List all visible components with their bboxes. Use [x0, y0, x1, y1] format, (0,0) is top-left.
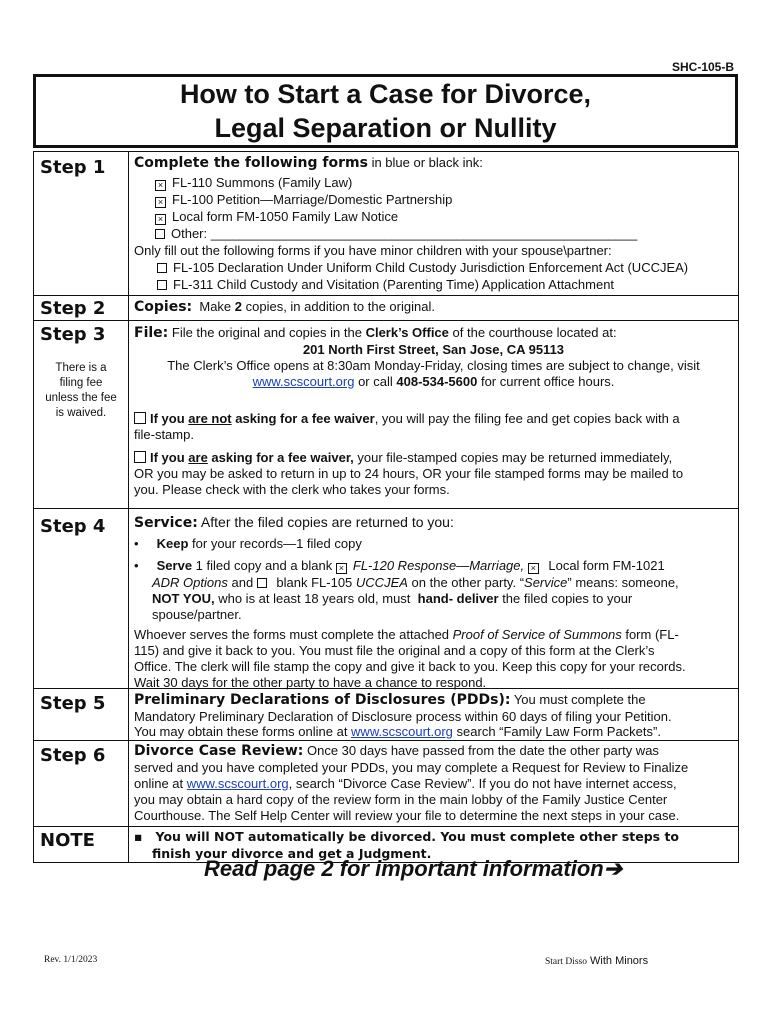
step2-heading: Copies: [134, 299, 193, 315]
call-text: or call [354, 374, 397, 389]
review-website-link[interactable]: www.scscourt.org [186, 776, 289, 791]
waiver-c: asking for a fee waiver, [207, 450, 354, 465]
form-fl311: FL-311 Child Custody and Visitation (Parenting Time) Application Attachment [173, 277, 615, 292]
copy-count: 2 [234, 299, 242, 314]
step1-heading: Complete the following forms [134, 155, 368, 171]
step4-row: Step 4 Service: After the filed copies are returned to you: • Keep for your records—1 filed copy • Serve 1 filed copy and a blank × FL-120 Response—Marriage, × Local form FM-1021 ADR Options and blank FL-105 UCCJEA on the other party. “Service” means: someone, NOT YOU, who is at least 18 years old, must hand- deliver the filed copies to your spouse/partner. Whoever serves the forms must complete the attached Proof of Service of Summons form (FL- 115) and give it back to you. You must file the original and a copy of this form at the Clerk’s Office. The clerk will file stamp the copy and give it back to you. Keep this copy for your records. Wait 30 days for the other party to have a chance to respond. [34, 509, 739, 689]
serve-fl105: blank FL-105 [272, 575, 356, 590]
serve-spouse: spouse/partner. [152, 607, 242, 622]
step1-heading-suffix: in blue or black ink: [367, 155, 483, 170]
step3-heading: File: [134, 325, 169, 341]
checkbox-fl120[interactable]: × [336, 563, 347, 574]
read-page2 [204, 856, 622, 882]
step1-label: Step 1 [40, 157, 106, 178]
step5-line2: Mandatory Preliminary Declaration of Disclosure process within 60 days of filing your Petition. [134, 709, 672, 724]
hand-deliver: hand- deliver [417, 591, 499, 606]
form-other: Other: ___________________________________________________________ [171, 226, 638, 241]
no-waiver-a: If you [150, 411, 189, 426]
step6-heading: Divorce Case Review: [134, 743, 304, 759]
form-fm1050: Local form FM-1050 Family Law Notice [172, 209, 399, 224]
note-line1: You will NOT automatically be divorced. You must complete other steps to [155, 829, 680, 844]
fee-note-line4: is waived. [55, 407, 107, 419]
step4-heading-suffix: After the filed copies are returned to you: [197, 514, 454, 530]
step6-line3-b: , search “Divorce Case Review”. If you do not have internet access, [288, 776, 677, 791]
phone-number: 408-534-5600 [396, 374, 478, 389]
form-fl105: FL-105 Declaration Under Uniform Child Custody Jurisdiction Enforcement Act (UCCJEA) [173, 260, 689, 275]
step6-line2: served and you have completed your PDDs, you may complete a Request for Review to Finalize [134, 760, 689, 775]
serve-service: Service [524, 575, 568, 590]
footer-start-disso: Start Disso [545, 957, 587, 967]
steps-table [33, 151, 739, 863]
whoever-b: form (FL- [621, 627, 679, 642]
step5-heading: Preliminary Declarations of Disclosures (PDDs): [134, 692, 511, 708]
pdd-website-link[interactable]: www.scscourt.org [351, 724, 453, 739]
step3-text-c: of the courthouse located at: [448, 325, 617, 340]
office-hours: The Clerk’s Office opens at 8:30am Monday-Friday, closing times are subject to change, visit [167, 358, 700, 373]
minor-note: Only fill out the following forms if you have minor children with your spouse\partner: [134, 243, 612, 258]
form-fl110: FL-110 Summons (Family Law) [172, 175, 353, 190]
step6-label: Step 6 [40, 745, 106, 766]
note-label: NOTE [40, 830, 95, 851]
checkbox-fl105[interactable] [157, 263, 167, 273]
step6-heading-suffix: Once 30 days have passed from the date the other party was [303, 743, 659, 758]
keep-label: Keep [156, 536, 189, 551]
waiver-line2: OR you may be asked to return in up to 24 hours, OR your file stamped forms may be mailed to [134, 466, 684, 481]
step2-text: Make [192, 299, 235, 314]
footer-with-minors: With Minors [586, 955, 649, 967]
serve-adr: ADR Options [152, 575, 228, 590]
serve-age: who is at least 18 years old, must [214, 591, 418, 606]
checkbox-fl110[interactable]: × [155, 180, 166, 191]
serve-other-party: on the other party. “ [407, 575, 525, 590]
checkbox-fl100[interactable]: × [155, 197, 166, 208]
serve-text1: 1 filed copy and a blank [192, 558, 336, 573]
fee-note-line2: filing fee [59, 377, 103, 389]
step3-label: Step 3 [40, 324, 106, 345]
step5-heading-suffix: You must complete the [510, 692, 646, 707]
read-page2-text: Read page 2 for important information [204, 856, 604, 881]
checkbox-other[interactable] [155, 229, 165, 239]
waiver-line3: you. Please check with the clerk who takes your forms. [134, 482, 450, 497]
waiver-a: If you [150, 450, 189, 465]
no-waiver-c: asking for a fee waiver [231, 411, 375, 426]
proof-of-service: Proof of Service of Summons [452, 627, 622, 642]
step5-row [34, 689, 739, 741]
step6-row [34, 741, 739, 827]
page-title-line2: Legal Separation or Nullity [214, 113, 557, 143]
step6-line5: Courthouse. The Self Help Center will review your file to determine the next steps in your case. [134, 808, 680, 823]
revision-date: Rev. 1/1/2023 [44, 955, 98, 965]
checkbox-no-fee-waiver[interactable] [134, 412, 146, 424]
serve-label: Serve [156, 558, 193, 573]
serve-fm1021: Local form FM-1021 [544, 558, 665, 573]
serve-fl120: FL-120 Response—Marriage, [352, 558, 525, 573]
fee-note-line1: There is a [55, 362, 107, 374]
court-website-link[interactable]: www.scscourt.org [252, 374, 355, 389]
form-fl100: FL-100 Petition—Marriage/Domestic Partnership [172, 192, 453, 207]
step5-line3-b: search “Family Law Form Packets”. [452, 724, 661, 739]
step6-line4: you may obtain a hard copy of the review form in the main lobby of the Family Justice Center [134, 792, 668, 807]
step2-label: Step 2 [40, 298, 106, 319]
step3-text-a: File the original and copies in the [168, 325, 366, 340]
note-line2: finish your divorce and get a Judgment. [152, 846, 432, 861]
whoever-line3: Office. The clerk will file stamp the copy and give it back to you. Keep this copy for your records. [134, 659, 686, 674]
wait-30-days: Wait 30 days for the other party to have a chance to respond. [134, 675, 487, 690]
waiver-b: are [188, 450, 208, 465]
whoever-a: Whoever serves the forms must complete the attached [134, 627, 453, 642]
page-title-line1: How to Start a Case for Divorce, [179, 79, 592, 109]
fee-note-line3: unless the fee [45, 392, 117, 404]
checkbox-fl311[interactable] [157, 280, 167, 290]
step5-line3-a: You may obtain these forms online at [134, 724, 352, 739]
step3-row [34, 321, 739, 509]
court-address: 201 North First Street, San Jose, CA 95113 [302, 342, 565, 357]
keep-text: for your records—1 filed copy [188, 536, 362, 551]
no-waiver-b: are not [188, 411, 232, 426]
no-waiver-line2: file-stamp. [134, 427, 194, 442]
step2-row [34, 296, 739, 321]
serve-means: ” means: someone, [567, 575, 679, 590]
fee-note [34, 361, 128, 421]
step4-label: Step 4 [40, 516, 106, 537]
step2-text-end: copies, in addition to the original. [242, 299, 435, 314]
serve-filed-copies: the filed copies to your [498, 591, 633, 606]
not-you: NOT YOU, [152, 591, 215, 606]
form-number: SHC-105-B [671, 60, 734, 74]
step4-heading: Service: [134, 515, 198, 531]
serve-uccjea: UCCJEA [355, 575, 408, 590]
step5-label: Step 5 [40, 693, 106, 714]
checkbox-fl105-serve[interactable] [257, 578, 267, 588]
clerks-office: Clerk’s Office [365, 325, 449, 340]
whoever-line2: 115) and give it back to you. You must file the original and a copy of this form at the Clerk’s [134, 643, 655, 658]
checkbox-fm1050[interactable]: × [155, 214, 166, 225]
call-text-end: for current office hours. [477, 374, 615, 389]
no-waiver-d: , you will pay the filing fee and get copies back with a [374, 411, 680, 426]
step1-row [34, 152, 739, 296]
checkbox-fee-waiver[interactable] [134, 451, 146, 463]
waiver-d: your file-stamped copies may be returned immediately, [353, 450, 673, 465]
note-bullet: ▪ [134, 829, 143, 844]
arrow-right-icon: ➔ [603, 856, 623, 881]
serve-and: and [227, 575, 257, 590]
step6-line3-a: online at [134, 776, 187, 791]
checkbox-fm1021[interactable]: × [528, 563, 539, 574]
